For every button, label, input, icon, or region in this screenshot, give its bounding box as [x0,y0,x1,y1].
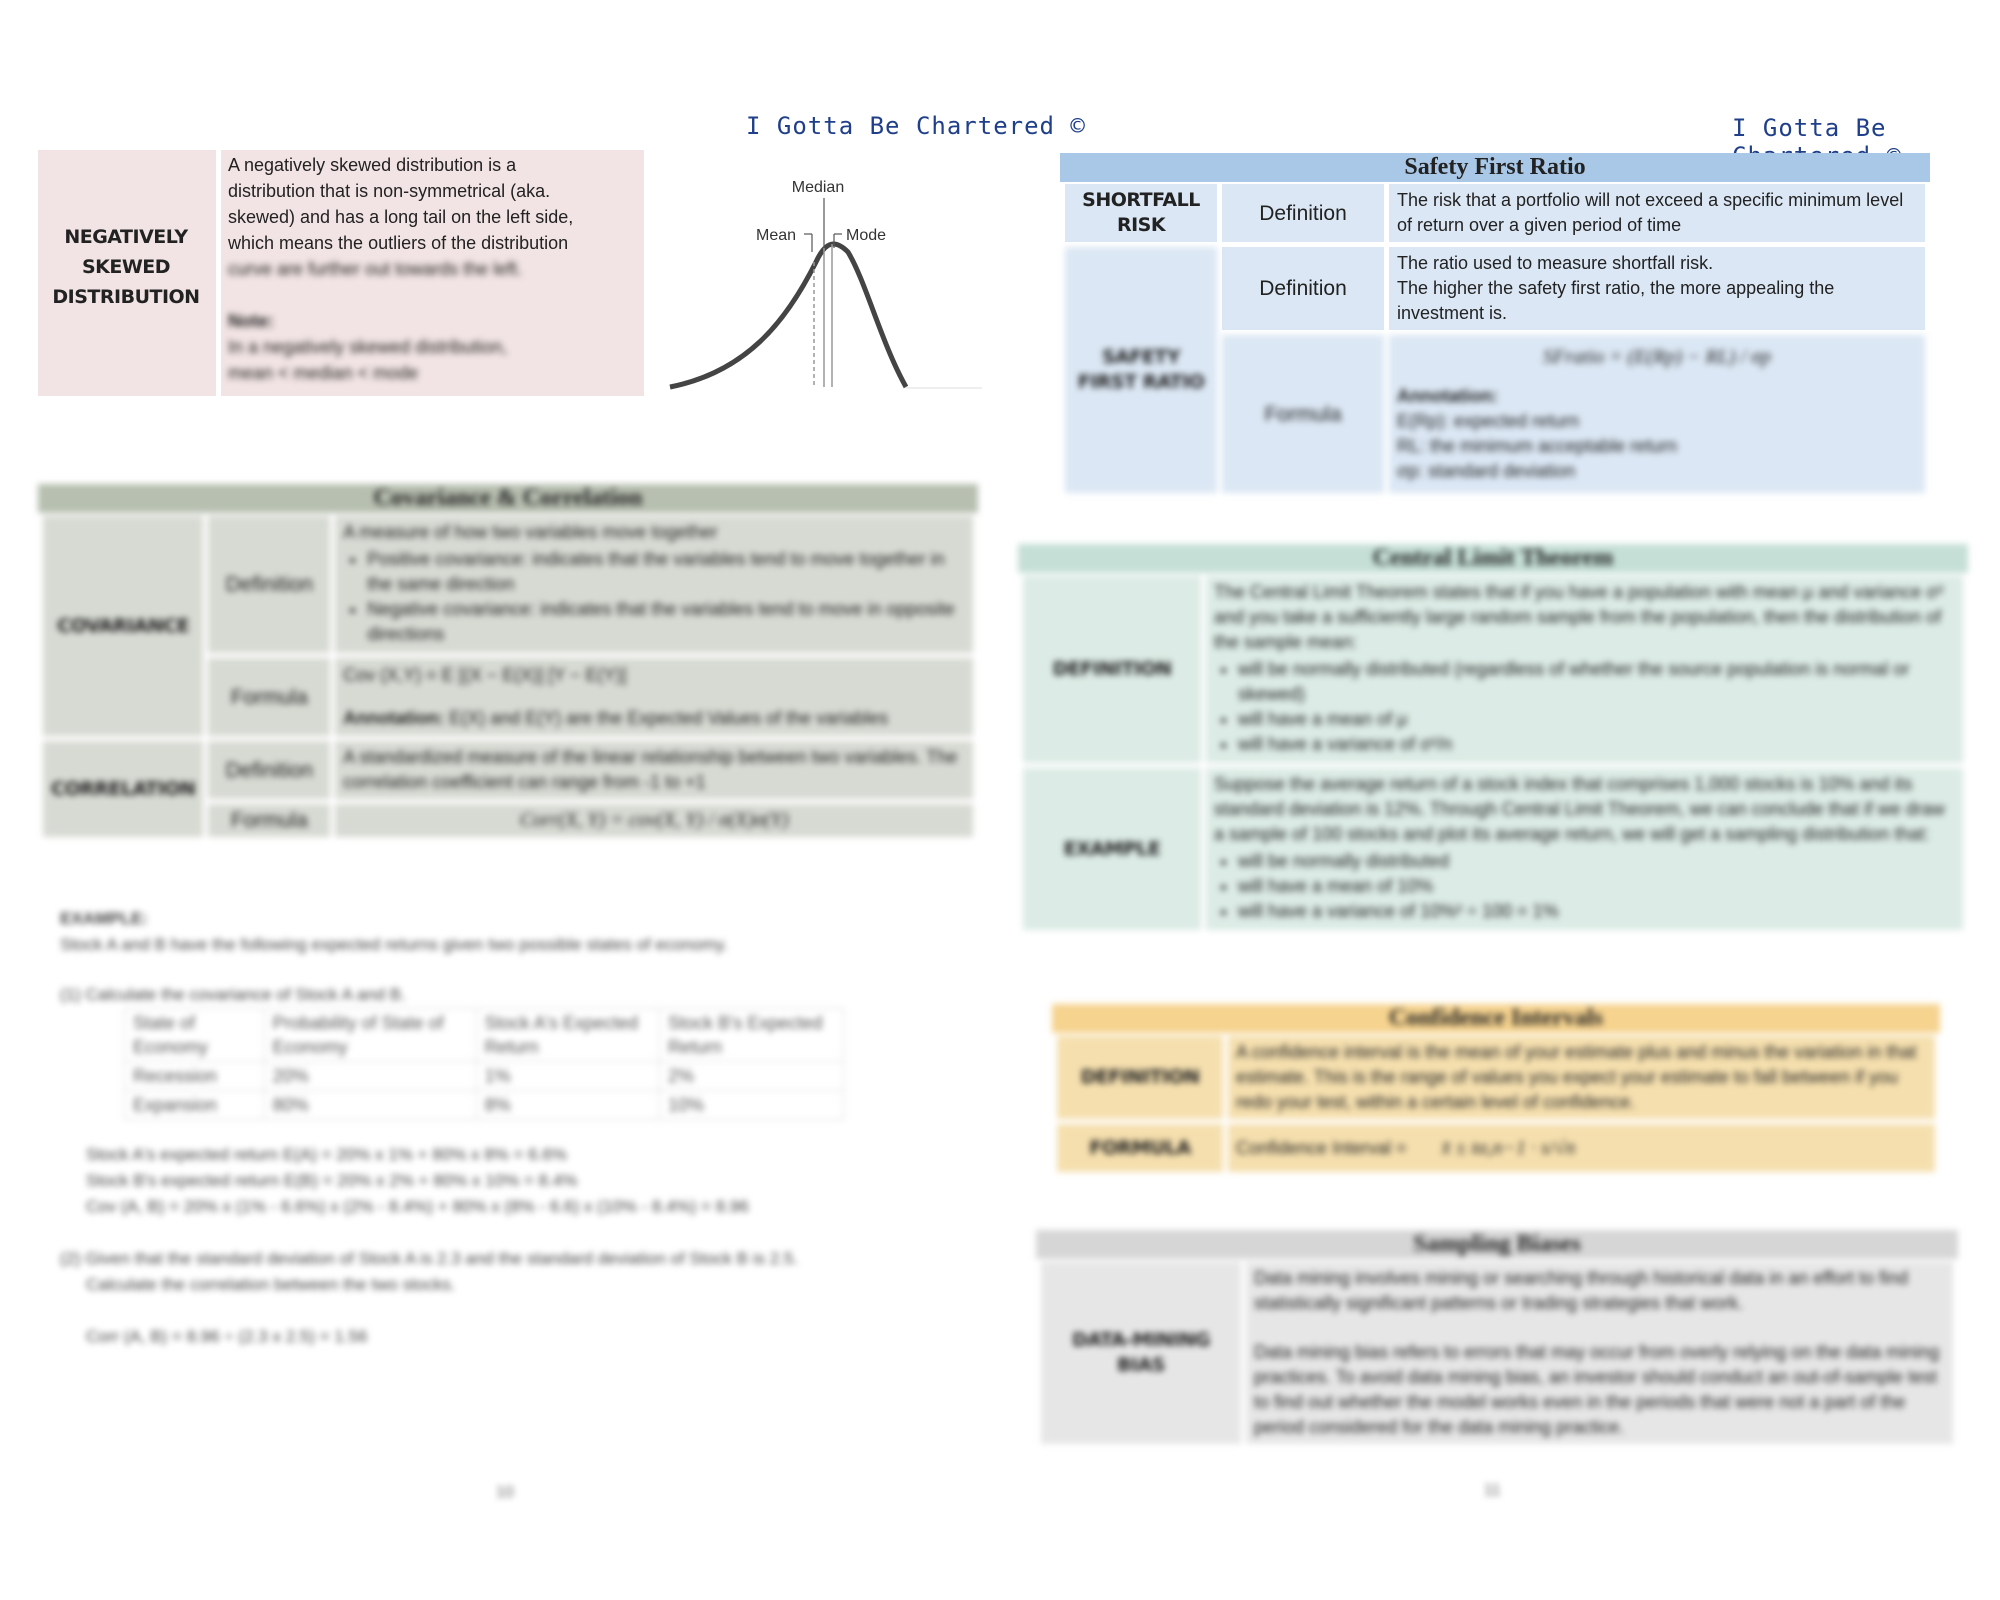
cov-label: COVARIANCE [43,516,203,736]
cov-formula: Cov (X,Y) = E [(X − E(X)] [Y − E(Y)] [343,665,627,685]
clt-def-label: DEFINITION [1023,576,1201,763]
example-title: EXAMPLE: [60,909,148,928]
ci-formula-label: FORMULA [1057,1124,1223,1172]
corr-def-label: Definition [208,741,330,799]
mean-label: Mean [756,227,797,244]
ex-header-1: State of Economy [125,1009,265,1062]
cov-corr-table [38,484,978,842]
ci-formula: x̄ ± tα,n−1 · s/√n [1441,1136,1576,1159]
example-q2b: Calculate the correlation between the two stocks. [86,1275,456,1294]
skew-note-title: Note: [228,311,274,331]
clt-table [1018,544,1968,935]
corr-label: CORRELATION [43,741,203,837]
example-a4: Corr (A, B) = 8.96 ÷ (2.3 x 2.5) = 1.56 [86,1327,368,1346]
skew-text-1: A negatively skewed distribution is a [228,155,517,175]
corr-formula: Corr(X, Y) = cov(X, Y) / σ(X)σ(Y) [335,804,973,837]
sfr-formula-label: Formula [1222,335,1384,493]
clt-def-bullet-2: • will have a mean of μ [1238,707,1955,732]
example-table [124,1008,844,1120]
corr-formula-label: Formula [208,804,330,837]
skew-curve-svg [666,172,986,402]
clt-ex-label: EXAMPLE [1023,768,1201,930]
bias-table [1036,1230,1958,1449]
clt-ex-text: Suppose the average return of a stock index that comprises 1,000 stocks is 10% and its standard deviation is 12%. Through Central Limit Theorem, we can conclude that if we draw a sample of 100 stocks and plot its average return, we will get a sampling distribution that: [1214,774,1945,844]
skew-curve [670,244,906,387]
page-number-right: 11 [1484,1482,1501,1499]
clt-ex-bullet-2: • will have a mean of 10% [1238,874,1955,899]
sfr-annot-1: E(Rp): expected return [1397,410,1580,431]
ex-header-4: Stock B's Expected Return [659,1009,843,1062]
skew-text-2: distribution that is non-symmetrical (aka. [228,181,551,201]
brand-right: I Gotta Be [1732,114,1887,142]
cov-bullet-2: • Negative covariance: indicates that the variables tend to move in opposite directions [367,597,965,647]
skew-text-5: curve are further out towards the left. [228,259,523,279]
sfr-def-1: The ratio used to measure shortfall risk. [1397,253,1714,273]
clt-ex-bullet-1: • will be normally distributed [1238,849,1955,874]
clt-def-text: The Central Limit Theorem states that if you have a population with mean μ and variance σ² and you take a sufficiently large random sample from the population, then the distribution of the sample mean: [1214,582,1944,652]
ex-header-3: Stock A's Expected Return [476,1009,659,1062]
skew-chart [666,172,986,402]
sfr-formula: SFratio = (E(Rp) − RL) / σp [1543,345,1771,368]
bias-label: DATA-MINING BIAS [1041,1262,1241,1444]
ci-formula-text: Confidence Interval = [1236,1137,1407,1158]
shortfall-label: SHORTFALL RISK [1065,184,1217,242]
sfr-annot-title: Annotation: [1397,385,1498,406]
cov-def: A measure of how two variables move together [343,522,718,542]
median-label: Median [791,179,845,196]
sfr-annot-3: σp: standard deviation [1397,460,1576,481]
sfr-def-label: Definition [1222,247,1384,330]
cov-annot-title: Annotation: [343,708,445,728]
clt-title: Central Limit Theorem [1018,544,1968,573]
clt-def-bullet-1: • will be normally distributed (regardless of whether the source population is normal or skewed) [1238,657,1955,707]
shortfall-def-label: Definition [1222,184,1384,242]
cov-def-label: Definition [208,516,330,653]
example-q1: (1) Calculate the covariance of Stock A and B. [60,985,406,1004]
shortfall-def: The risk that a portfolio will not exceed a specific minimum level of return over a given period of time [1389,184,1925,242]
example-section [60,906,940,1350]
skew-text-4: which means the outliers of the distribution [228,233,569,253]
ci-table [1052,1004,1940,1177]
clt-ex-bullet-3: • will have a variance of 10%² ÷ 100 = 1% [1238,899,1955,924]
example-intro: Stock A and B have the following expected returns given two possible states of economy. [60,935,728,954]
bias-title: Sampling Biases [1036,1230,1958,1259]
cov-bullet-1: • Positive covariance: indicates that the variables tend to move together in the same direction [367,547,965,597]
table-row: Recession 20% 1% 2% [125,1062,844,1091]
example-q2a: (2) Given that the standard deviation of Stock A is 2.3 and the standard deviation of Stock B is 2.5. [60,1249,799,1268]
example-a1: Stock A's expected return E(A) = 20% x 1% + 80% x 8% = 6.6% [86,1145,567,1164]
skew-text-3: skewed) and has a long tail on the left side, [228,207,574,227]
brand-left: I Gotta Be Chartered © [746,112,1086,140]
cov-title: Covariance & Correlation [38,484,978,513]
ci-def-text: A confidence interval is the mean of your estimate plus and minus the variation in that estimate. This is the range of values you expect your estimate to fall between if you redo your test, within a certain level of confidence. [1228,1036,1935,1119]
bias-p1: Data mining involves mining or searching through historical data in an effort to find statistically significant patterns or trading strategies that work. [1254,1268,1909,1313]
cov-annot: E(X) and E(Y) are the Expected Values of the variables [449,708,889,728]
safety-first-table [1060,150,1930,498]
ci-title: Confidence Intervals [1052,1004,1940,1033]
skew-note-2: mean < median < mode [228,363,419,383]
sfr-def-2: The higher the safety first ratio, the more appealing the investment is. [1397,278,1835,323]
ex-header-2: Probability of State of Economy [264,1009,476,1062]
corr-def: A standardized measure of the linear relationship between two variables. The correlation coefficient can range from -1 to +1 [335,741,973,799]
sfr-annot-2: RL: the minimum acceptable return [1397,435,1678,456]
example-a2: Stock B's expected return E(B) = 20% x 2% + 80% x 10% = 8.4% [86,1171,578,1190]
clt-def-bullet-3: • will have a variance of σ²/n [1238,732,1955,757]
page-number-left: 10 [496,1484,514,1501]
table-row: Expansion 80% 8% 10% [125,1091,844,1120]
sfr-label: SAFETY FIRST RATIO [1065,247,1217,493]
skew-note-1: In a negatively skewed distribution, [228,337,508,357]
ci-def-label: DEFINITION [1057,1036,1223,1119]
mode-label: Mode [846,227,887,244]
skew-label: NEGATIVELY SKEWED DISTRIBUTION [52,226,200,308]
bias-p2: Data mining bias refers to errors that may occur from overly relying on the data mining practices. To avoid data mining bias, an investor should conduct an out-of-sample test to find out whether the model works even in the periods that were not a part of the period considered for the data mining practice. [1254,1342,1940,1437]
example-a3: Cov (A, B) = 20% x (1% - 6.6%) x (2% - 8.4%) + 80% x (8% - 6.6) x (10% - 8.4%) = 8.96 [86,1197,749,1216]
cov-formula-label: Formula [208,658,330,736]
safety-title: Safety First Ratio [1060,153,1930,182]
skew-panel [38,150,644,396]
